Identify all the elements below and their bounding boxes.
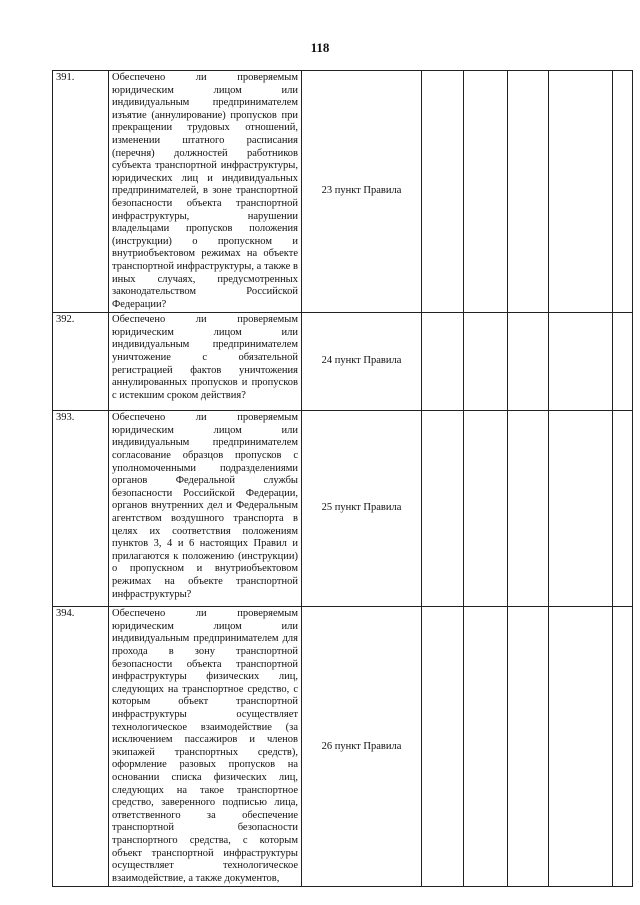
answer-cell[interactable] bbox=[508, 607, 549, 887]
answer-cell[interactable] bbox=[464, 411, 508, 607]
answer-cell[interactable] bbox=[549, 71, 613, 313]
row-number: 392. bbox=[53, 313, 109, 411]
legal-reference: 26 пункт Правила bbox=[302, 607, 422, 887]
row-number: 391. bbox=[53, 71, 109, 313]
page-number: 118 bbox=[310, 40, 330, 55]
answer-cell[interactable] bbox=[422, 607, 464, 887]
checklist-table bbox=[52, 70, 633, 887]
table-row bbox=[53, 313, 633, 411]
answer-cell[interactable] bbox=[422, 71, 464, 313]
answer-cell[interactable] bbox=[613, 71, 633, 313]
answer-cell[interactable] bbox=[508, 411, 549, 607]
answer-cell[interactable] bbox=[422, 313, 464, 411]
answer-cell[interactable] bbox=[464, 607, 508, 887]
answer-cell[interactable] bbox=[508, 71, 549, 313]
answer-cell[interactable] bbox=[422, 411, 464, 607]
row-number: 394. bbox=[53, 607, 109, 887]
answer-cell[interactable] bbox=[464, 313, 508, 411]
answer-cell[interactable] bbox=[613, 411, 633, 607]
legal-reference: 24 пункт Правила bbox=[302, 313, 422, 411]
question-text: Обеспечено ли проверяемым юридическим лицом или индивидуальным предпринимателем изъятие (аннулирование) пропусков при прекращении трудовых отношений, изменении штатного расписания (перечня) должностей работников субъекта транспортной инфраструктуры, юридических лиц и индивидуальных предпринимателей, в зоне транспортной безопасности объекта транспортной инфраструктуры, нарушении владельцами пропусков положения (инструкции) о пропускном и внутриобъектовом режимах на объекте транспортной инфраструктуры, а также в иных случаях, предусмотренных законодательством Российской Федерации? bbox=[109, 71, 302, 313]
question-text: Обеспечено ли проверяемым юридическим лицом или индивидуальным предпринимателем согласование образцов пропусков с уполномоченными подразделениями органов Федеральной службы безопасности Российской Федерации, органов внутренних дел и Федеральным агентством воздушного транспорта в целях их соответствия положениям пунктов 3, 4 и 6 настоящих Правил и прилагаются к положению (инструкции) о пропускном и внутриобъектовом режимах на объекте транспортной инфраструктуры? bbox=[109, 411, 302, 607]
question-text: Обеспечено ли проверяемым юридическим лицом или индивидуальным предпринимателем уничтожение с обязательной регистрацией фактов уничтожения аннулированных пропусков и пропусков с истекшим сроком действия? bbox=[109, 313, 302, 411]
answer-cell[interactable] bbox=[613, 313, 633, 411]
table-row bbox=[53, 411, 633, 607]
answer-cell[interactable] bbox=[464, 71, 508, 313]
answer-cell[interactable] bbox=[549, 411, 613, 607]
answer-cell[interactable] bbox=[508, 313, 549, 411]
legal-reference: 25 пункт Правила bbox=[302, 411, 422, 607]
answer-cell[interactable] bbox=[613, 607, 633, 887]
answer-cell[interactable] bbox=[549, 313, 613, 411]
answer-cell[interactable] bbox=[549, 607, 613, 887]
question-text: Обеспечено ли проверяемым юридическим лицом или индивидуальным предпринимателем для прохода в зону транспортной безопасности объекта транспортной инфраструктуры физических лиц, следующих на транспортное средство, с которым объект транспортной инфраструктуры осуществляет технологическое взаимодействие (за исключением пассажиров и членов экипажей транспортных средств), оформление разовых пропусков на основании списка физических лиц, следующих на такое транспортное средство, заверенного подписью лица, ответственного за обеспечение транспортной безопасности транспортного средства, с которым объект транспортной инфраструктуры осуществляет технологическое взаимодействие, а также документов, bbox=[109, 607, 302, 887]
row-number: 393. bbox=[53, 411, 109, 607]
table-row bbox=[53, 71, 633, 313]
table-row bbox=[53, 607, 633, 887]
legal-reference: 23 пункт Правила bbox=[302, 71, 422, 313]
